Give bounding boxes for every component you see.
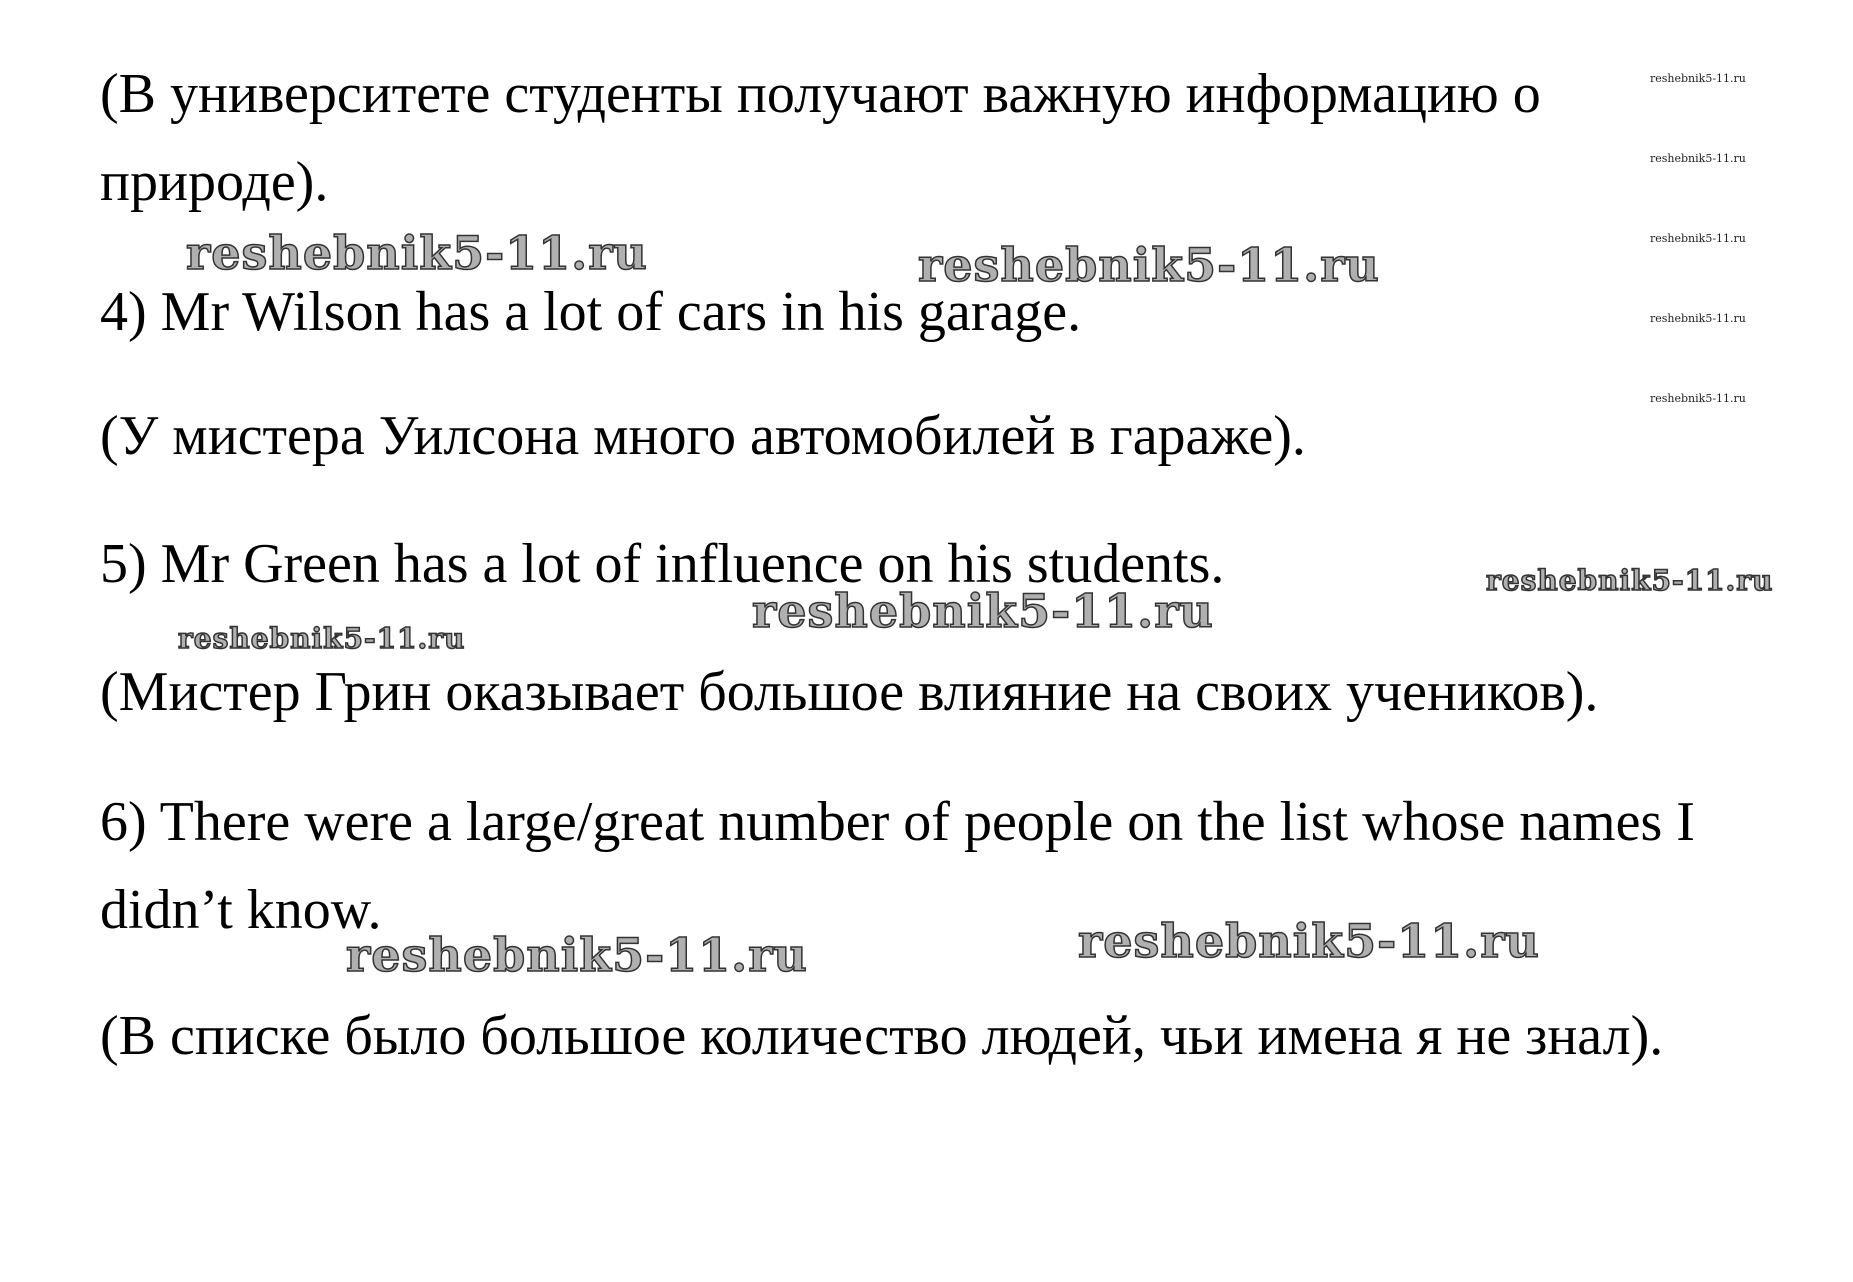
watermark: reshebnik5-11.ru: [1486, 564, 1774, 597]
paragraph-6-english-line-2: didn’t know.: [100, 879, 382, 941]
paragraph-3-russian-line-1: (В университете студенты получают важную информацию о: [100, 63, 1541, 125]
paragraph-5-english: 5) Mr Green has a lot of influence on his students.: [100, 533, 1225, 595]
paragraph-4-english: 4) Mr Wilson has a lot of cars in his garage.: [100, 281, 1082, 343]
watermark: reshebnik5-11.ru: [1650, 392, 1746, 405]
watermark: reshebnik5-11.ru: [178, 622, 466, 655]
watermark: reshebnik5-11.ru: [1650, 152, 1746, 165]
watermark: reshebnik5-11.ru: [752, 584, 1214, 638]
paragraph-3-russian-line-2: природе).: [100, 151, 329, 213]
watermark: reshebnik5-11.ru: [1650, 232, 1746, 245]
paragraph-5-russian: (Мистер Грин оказывает большое влияние на своих учеников).: [100, 661, 1599, 723]
watermark: reshebnik5-11.ru: [1650, 312, 1746, 325]
watermark: reshebnik5-11.ru: [918, 238, 1380, 292]
watermark: reshebnik5-11.ru: [1078, 914, 1540, 968]
watermark: reshebnik5-11.ru: [346, 928, 808, 982]
paragraph-6-english-line-1: 6) There were a large/great number of people on the list whose names I: [100, 791, 1695, 853]
paragraph-4-russian: (У мистера Уилсона много автомобилей в гараже).: [100, 405, 1306, 467]
watermark: reshebnik5-11.ru: [186, 226, 648, 280]
watermark: reshebnik5-11.ru: [1650, 72, 1746, 85]
paragraph-6-russian: (В списке было большое количество людей, чьи имена я не знал).: [100, 1005, 1664, 1067]
